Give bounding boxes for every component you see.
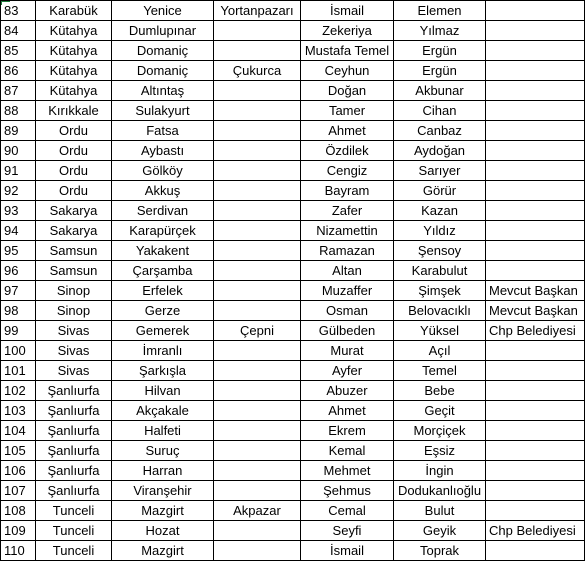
table-row <box>1 301 585 321</box>
cell-district[interactable]: Yenice <box>112 1 214 21</box>
cell-first-name[interactable]: Şehmus <box>301 481 394 501</box>
cell-first-name[interactable]: Cemal <box>301 501 394 521</box>
cell-province[interactable]: Tunceli <box>36 501 112 521</box>
cell-town[interactable]: Yortanpazarı <box>214 1 301 21</box>
cell-last-name[interactable]: Elemen <box>394 1 486 21</box>
cell-town[interactable] <box>214 521 301 541</box>
cell-last-name[interactable]: Belovacıklı <box>394 301 486 321</box>
cell-last-name[interactable]: Temel <box>394 361 486 381</box>
cell-town[interactable] <box>214 41 301 61</box>
cell-row-number[interactable]: 104 <box>1 421 36 441</box>
cell-last-name[interactable]: Bulut <box>394 501 486 521</box>
cell-district[interactable]: İmranlı <box>112 341 214 361</box>
cell-row-number[interactable]: 92 <box>1 181 36 201</box>
cell-town[interactable] <box>214 461 301 481</box>
cell-note[interactable]: Mevcut Başkan <box>486 301 585 321</box>
cell-row-number[interactable]: 91 <box>1 161 36 181</box>
cell-last-name[interactable]: Cihan <box>394 101 486 121</box>
cell-province[interactable]: Sakarya <box>36 201 112 221</box>
cell-first-name[interactable]: Nizamettin <box>301 221 394 241</box>
cell-district[interactable]: Akçakale <box>112 401 214 421</box>
cell-town[interactable] <box>214 161 301 181</box>
cell-district[interactable]: Domaniç <box>112 61 214 81</box>
cell-note[interactable] <box>486 221 585 241</box>
cell-province[interactable]: Sivas <box>36 361 112 381</box>
cell-district[interactable]: Suruç <box>112 441 214 461</box>
table-row <box>1 361 585 381</box>
cell-district[interactable]: Serdivan <box>112 201 214 221</box>
cell-row-number[interactable]: 93 <box>1 201 36 221</box>
table-row <box>1 381 585 401</box>
cell-town[interactable] <box>214 201 301 221</box>
cell-note[interactable] <box>486 121 585 141</box>
cell-district[interactable]: Aybastı <box>112 141 214 161</box>
cell-province[interactable]: Kütahya <box>36 41 112 61</box>
cell-last-name[interactable]: Şensoy <box>394 241 486 261</box>
cell-note[interactable] <box>486 481 585 501</box>
cell-town[interactable] <box>214 101 301 121</box>
cell-town[interactable] <box>214 21 301 41</box>
table-row <box>1 141 585 161</box>
cell-province[interactable]: Sinop <box>36 281 112 301</box>
cell-town[interactable] <box>214 81 301 101</box>
cell-row-number[interactable]: 98 <box>1 301 36 321</box>
cell-row-number[interactable]: 100 <box>1 341 36 361</box>
cell-district[interactable]: Gerze <box>112 301 214 321</box>
cell-province[interactable]: Ordu <box>36 161 112 181</box>
cell-first-name[interactable]: İsmail <box>301 541 394 561</box>
cell-first-name[interactable]: Seyfi <box>301 521 394 541</box>
cell-province[interactable]: Şanlıurfa <box>36 481 112 501</box>
cell-row-number[interactable]: 85 <box>1 41 36 61</box>
cell-note[interactable] <box>486 181 585 201</box>
table-row <box>1 461 585 481</box>
table-row <box>1 241 585 261</box>
table-body <box>1 1 585 561</box>
cell-first-name[interactable]: Mehmet <box>301 461 394 481</box>
cell-row-number[interactable]: 87 <box>1 81 36 101</box>
cell-last-name[interactable]: Yılmaz <box>394 21 486 41</box>
cell-town[interactable]: Çukurca <box>214 61 301 81</box>
cell-last-name[interactable]: Sarıyer <box>394 161 486 181</box>
table-row <box>1 521 585 541</box>
table-row <box>1 81 585 101</box>
cell-district[interactable]: Halfeti <box>112 421 214 441</box>
cell-district[interactable]: Dumlupınar <box>112 21 214 41</box>
cell-note[interactable] <box>486 401 585 421</box>
table-row <box>1 1 585 21</box>
cell-note[interactable] <box>486 441 585 461</box>
cell-province[interactable]: Kütahya <box>36 21 112 41</box>
table-row <box>1 181 585 201</box>
table-row <box>1 441 585 461</box>
cell-town[interactable] <box>214 181 301 201</box>
table-row <box>1 541 585 561</box>
cell-first-name[interactable]: Özdilek <box>301 141 394 161</box>
cell-province[interactable]: Sivas <box>36 321 112 341</box>
cell-first-name[interactable]: Mustafa Temel <box>301 41 394 61</box>
cell-row-number[interactable]: 86 <box>1 61 36 81</box>
cell-town[interactable] <box>214 401 301 421</box>
cell-province[interactable]: Karabük <box>36 1 112 21</box>
table-row <box>1 261 585 281</box>
cell-town[interactable] <box>214 361 301 381</box>
cell-town[interactable] <box>214 301 301 321</box>
cell-first-name[interactable]: Doğan <box>301 81 394 101</box>
cell-province[interactable]: Sakarya <box>36 221 112 241</box>
cell-first-name[interactable]: Zekeriya <box>301 21 394 41</box>
cell-province[interactable]: Şanlıurfa <box>36 441 112 461</box>
cell-note[interactable] <box>486 241 585 261</box>
cell-note[interactable] <box>486 461 585 481</box>
cell-row-number[interactable]: 94 <box>1 221 36 241</box>
cell-note[interactable]: Chp Belediyesi <box>486 521 585 541</box>
cell-town[interactable] <box>214 281 301 301</box>
cell-town[interactable] <box>214 241 301 261</box>
cell-note[interactable] <box>486 41 585 61</box>
cell-district[interactable]: Karapürçek <box>112 221 214 241</box>
cell-last-name[interactable]: Ergün <box>394 41 486 61</box>
cell-first-name[interactable]: Murat <box>301 341 394 361</box>
cell-row-number[interactable]: 110 <box>1 541 36 561</box>
cell-town[interactable] <box>214 481 301 501</box>
cell-town[interactable] <box>214 441 301 461</box>
table-row <box>1 341 585 361</box>
cell-first-name[interactable]: Altan <box>301 261 394 281</box>
table-row <box>1 281 585 301</box>
cell-last-name[interactable]: Yüksel <box>394 321 486 341</box>
cell-district[interactable]: Yakakent <box>112 241 214 261</box>
cell-last-name[interactable]: Aydoğan <box>394 141 486 161</box>
table-row <box>1 61 585 81</box>
cell-first-name[interactable]: Gülbeden <box>301 321 394 341</box>
cell-note[interactable] <box>486 261 585 281</box>
cell-last-name[interactable]: Eşsiz <box>394 441 486 461</box>
table-row <box>1 41 585 61</box>
cell-note[interactable] <box>486 341 585 361</box>
cell-row-number[interactable]: 107 <box>1 481 36 501</box>
cell-province[interactable]: Kütahya <box>36 81 112 101</box>
cell-first-name[interactable]: Muzaffer <box>301 281 394 301</box>
cell-note[interactable] <box>486 161 585 181</box>
cell-note[interactable] <box>486 381 585 401</box>
cell-first-name[interactable]: İsmail <box>301 1 394 21</box>
cell-note[interactable] <box>486 1 585 21</box>
cell-note[interactable] <box>486 101 585 121</box>
cell-district[interactable]: Erfelek <box>112 281 214 301</box>
cell-first-name[interactable]: Ahmet <box>301 401 394 421</box>
cell-district[interactable]: Hilvan <box>112 381 214 401</box>
cell-row-number[interactable]: 83 <box>1 1 36 21</box>
cell-note[interactable]: Chp Belediyesi <box>486 321 585 341</box>
cell-town[interactable] <box>214 381 301 401</box>
cell-row-number[interactable]: 108 <box>1 501 36 521</box>
cell-row-number[interactable]: 109 <box>1 521 36 541</box>
cell-first-name[interactable]: Zafer <box>301 201 394 221</box>
cell-row-number[interactable]: 95 <box>1 241 36 261</box>
cell-first-name[interactable]: Ramazan <box>301 241 394 261</box>
cell-province[interactable]: Ordu <box>36 181 112 201</box>
cell-note[interactable] <box>486 421 585 441</box>
cell-note[interactable] <box>486 201 585 221</box>
table-row <box>1 501 585 521</box>
cell-note[interactable] <box>486 541 585 561</box>
cell-row-number[interactable]: 96 <box>1 261 36 281</box>
cell-district[interactable]: Gölköy <box>112 161 214 181</box>
cell-note[interactable] <box>486 141 585 161</box>
cell-note[interactable] <box>486 21 585 41</box>
cell-row-number[interactable]: 97 <box>1 281 36 301</box>
table-row <box>1 21 585 41</box>
cell-last-name[interactable]: Geyik <box>394 521 486 541</box>
table-row <box>1 201 585 221</box>
cell-province[interactable]: Şanlıurfa <box>36 401 112 421</box>
cell-town[interactable] <box>214 261 301 281</box>
cell-row-number[interactable]: 99 <box>1 321 36 341</box>
cell-district[interactable]: Şarkışla <box>112 361 214 381</box>
cell-district[interactable]: Gemerek <box>112 321 214 341</box>
cell-last-name[interactable]: Akbunar <box>394 81 486 101</box>
cell-town[interactable] <box>214 421 301 441</box>
table-row <box>1 121 585 141</box>
cell-first-name[interactable]: Kemal <box>301 441 394 461</box>
cell-last-name[interactable]: Dodukanlıoğlu <box>394 481 486 501</box>
cell-row-number[interactable]: 84 <box>1 21 36 41</box>
cell-last-name[interactable]: Geçit <box>394 401 486 421</box>
cell-province[interactable]: Tunceli <box>36 541 112 561</box>
cell-first-name[interactable]: Bayram <box>301 181 394 201</box>
cell-last-name[interactable]: Morçiçek <box>394 421 486 441</box>
cell-row-number[interactable]: 103 <box>1 401 36 421</box>
cell-district[interactable]: Fatsa <box>112 121 214 141</box>
cell-last-name[interactable]: Ergün <box>394 61 486 81</box>
table-row <box>1 101 585 121</box>
cell-town[interactable] <box>214 141 301 161</box>
cell-province[interactable]: Sivas <box>36 341 112 361</box>
table-row <box>1 421 585 441</box>
cell-last-name[interactable]: Bebe <box>394 381 486 401</box>
cell-row-number[interactable]: 88 <box>1 101 36 121</box>
cell-province[interactable]: Tunceli <box>36 521 112 541</box>
cell-row-number[interactable]: 102 <box>1 381 36 401</box>
cell-town[interactable] <box>214 541 301 561</box>
cell-town[interactable] <box>214 341 301 361</box>
cell-last-name[interactable]: Canbaz <box>394 121 486 141</box>
cell-first-name[interactable]: Cengiz <box>301 161 394 181</box>
cell-row-number[interactable]: 90 <box>1 141 36 161</box>
cell-first-name[interactable]: Ahmet <box>301 121 394 141</box>
cell-row-number[interactable]: 106 <box>1 461 36 481</box>
cell-province[interactable]: Kütahya <box>36 61 112 81</box>
cell-town[interactable]: Akpazar <box>214 501 301 521</box>
cell-province[interactable]: Ordu <box>36 141 112 161</box>
cell-note[interactable] <box>486 361 585 381</box>
table-row <box>1 321 585 341</box>
cell-last-name[interactable]: Karabulut <box>394 261 486 281</box>
cell-province[interactable]: Samsun <box>36 261 112 281</box>
cell-first-name[interactable]: Ceyhun <box>301 61 394 81</box>
cell-district[interactable]: Mazgirt <box>112 501 214 521</box>
cell-district[interactable]: Mazgirt <box>112 541 214 561</box>
cell-first-name[interactable]: Abuzer <box>301 381 394 401</box>
cell-district[interactable]: Çarşamba <box>112 261 214 281</box>
cell-province[interactable]: Şanlıurfa <box>36 381 112 401</box>
cell-district[interactable]: Sulakyurt <box>112 101 214 121</box>
cell-province[interactable]: Kırıkkale <box>36 101 112 121</box>
cell-last-name[interactable]: Kazan <box>394 201 486 221</box>
cell-town[interactable] <box>214 221 301 241</box>
cell-province[interactable]: Samsun <box>36 241 112 261</box>
cell-first-name[interactable]: Ekrem <box>301 421 394 441</box>
cell-first-name[interactable]: Osman <box>301 301 394 321</box>
cell-note[interactable]: Mevcut Başkan <box>486 281 585 301</box>
cell-district[interactable]: Viranşehir <box>112 481 214 501</box>
cell-note[interactable] <box>486 501 585 521</box>
cell-town[interactable] <box>214 121 301 141</box>
table-row <box>1 221 585 241</box>
table-row <box>1 161 585 181</box>
cell-last-name[interactable]: Toprak <box>394 541 486 561</box>
cell-district[interactable]: Altıntaş <box>112 81 214 101</box>
cell-district[interactable]: Hozat <box>112 521 214 541</box>
cell-note[interactable] <box>486 61 585 81</box>
cell-row-number[interactable]: 89 <box>1 121 36 141</box>
cell-first-name[interactable]: Tamer <box>301 101 394 121</box>
cell-row-number[interactable]: 101 <box>1 361 36 381</box>
cell-first-name[interactable]: Ayfer <box>301 361 394 381</box>
table-row <box>1 401 585 421</box>
cell-district[interactable]: Domaniç <box>112 41 214 61</box>
cell-district[interactable]: Harran <box>112 461 214 481</box>
cell-province[interactable]: Şanlıurfa <box>36 461 112 481</box>
table-row <box>1 481 585 501</box>
cell-last-name[interactable]: İngin <box>394 461 486 481</box>
cell-province[interactable]: Sinop <box>36 301 112 321</box>
cell-province[interactable]: Şanlıurfa <box>36 421 112 441</box>
cell-district[interactable]: Akkuş <box>112 181 214 201</box>
cell-last-name[interactable]: Şimşek <box>394 281 486 301</box>
cell-last-name[interactable]: Açıl <box>394 341 486 361</box>
cell-note[interactable] <box>486 81 585 101</box>
cell-last-name[interactable]: Görür <box>394 181 486 201</box>
cell-town[interactable]: Çepni <box>214 321 301 341</box>
cell-last-name[interactable]: Yıldız <box>394 221 486 241</box>
cell-row-number[interactable]: 105 <box>1 441 36 461</box>
cell-province[interactable]: Ordu <box>36 121 112 141</box>
